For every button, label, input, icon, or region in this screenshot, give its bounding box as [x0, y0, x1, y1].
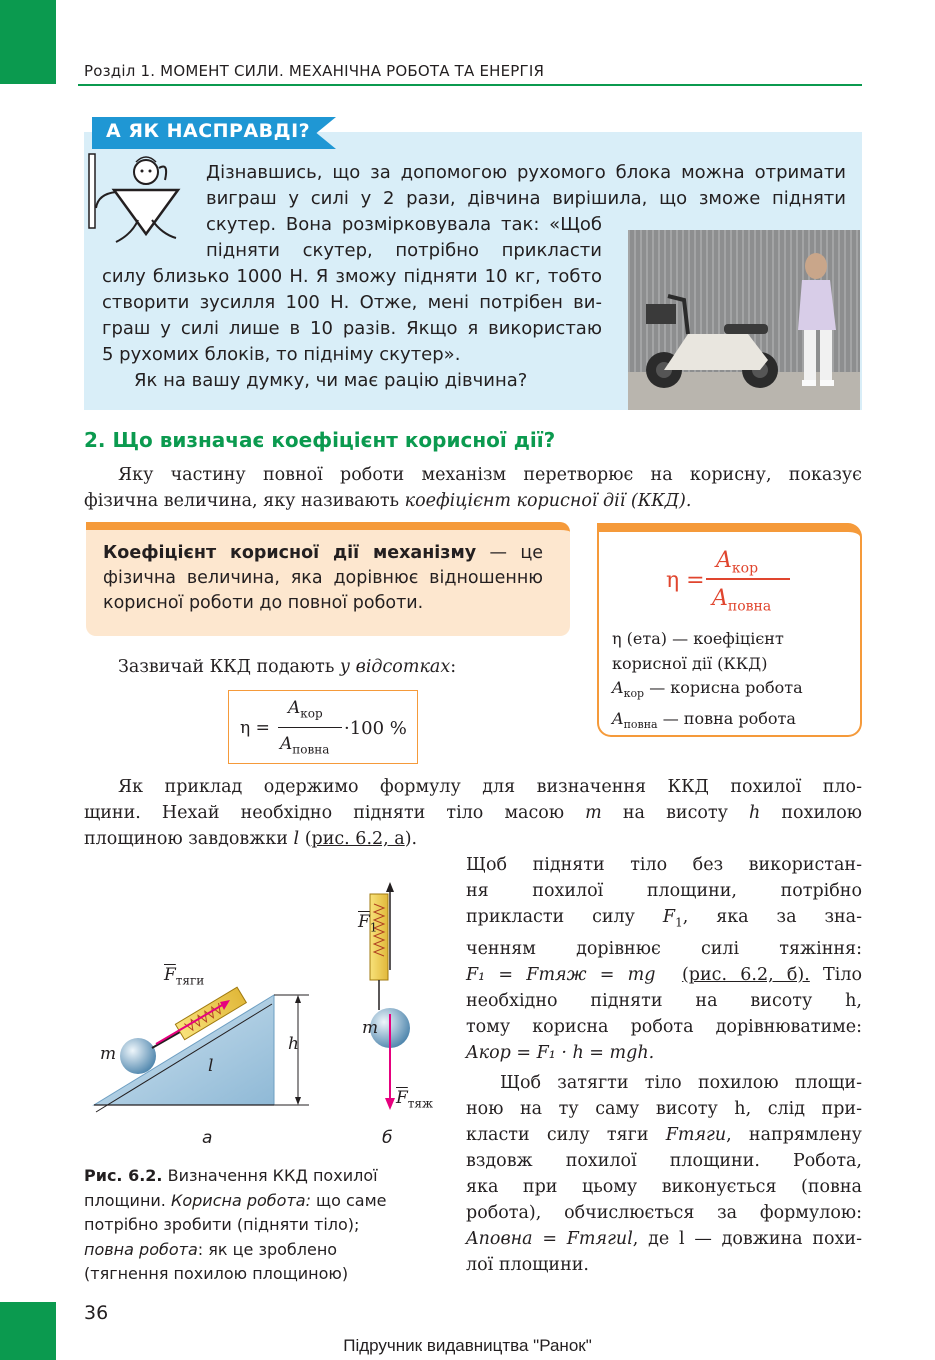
spring-scale-b: [370, 894, 388, 980]
incline-plane: [94, 995, 274, 1105]
figure-caption: Рис. 6.2. Визначення ККД похилої площини. Корисна робота: що саме потрібно зробити (підняти тіло); повна робота: як це зроблено (тягнення похилою площиною): [84, 1166, 387, 1283]
chapter-header: Розділ 1. МОМЕНТ СИЛИ. МЕХАНІЧНА РОБОТА ТА ЕНЕРГІЯ: [84, 62, 545, 80]
mascot-illustration: [86, 150, 186, 250]
figure-label-a: а: [202, 1128, 213, 1148]
label-force-gravity: $\overline{F}_{тяж}$: [396, 1088, 434, 1111]
section-title: 2. Що визначає коефіцієнт корисної дії?: [84, 428, 556, 452]
green-page-tab-top: [0, 0, 56, 84]
story-line-3: скутер. Вона розмірковувала так: «Щоб: [206, 214, 602, 235]
percent-formula: η = $A_{кор}$ $A_{повна}$ ·100 %: [240, 698, 407, 757]
figure-6-2: [84, 880, 444, 1160]
example-line-1: Як приклад одержимо формулу для визначення ККД похилої пло-: [118, 777, 862, 797]
label-mass-b: m: [362, 1018, 379, 1038]
body-ball-a: [120, 1038, 156, 1074]
example-line-2: щини. Нехай необхідно підняти тіло масою m на висоту h похилою: [84, 803, 863, 823]
label-height: h: [288, 1034, 299, 1054]
figure-reference-link[interactable]: рис. 6.2, а: [311, 829, 405, 849]
mascot-pole: [89, 154, 95, 228]
intro-line-2: фізична величина, яку називають коефіцієнт корисної дії (ККД).: [84, 491, 692, 511]
right-column-text: Щоб підняти тіло без використан- ня похилої площини, потрібно прикласти силу $F_1$, яка за зна- ченням дорівнює силі тяжіння: F₁ = Fтяж = mg (рис. 6.2, б). Тіло необхідно підняти на висоту h, тому корисна робота дорівнюватиме: Aкор = F₁ · h = mgh. Щоб затягти тіло похилою площи- ною на ту саму висоту h, слід при- класти силу тяги Fтяги, напрямлену вздовж похилої площини. Робота, яка при цьому виконується (повна робота), обчислюється за формулою: Aповна = Fтягиl, де l — довжина похи- лої площини.: [466, 855, 862, 1275]
publisher-footer: Підручник видавництва "Ранок": [343, 1336, 592, 1355]
scooter-photo: [628, 230, 860, 410]
story-line-2: виграш у силі у 2 рази, дівчина вирішила, що зможе підняти: [206, 188, 846, 209]
figure-label-b: б: [382, 1128, 393, 1148]
story-question: Як на вашу думку, чи має рацію дівчина?: [134, 370, 528, 391]
mascot-head: [134, 160, 158, 184]
example-line-3: площиною завдовжки l (рис. 6.2, а).: [84, 829, 418, 849]
page-number: 36: [84, 1302, 109, 1324]
story-line-7: граш у силі лише в 10 разів. Якщо я використаю: [102, 318, 602, 339]
label-force-traction: $\overline{F}_{тяги}$: [164, 965, 205, 988]
story-line-4: підняти скутер, потрібно прикласти: [206, 240, 602, 261]
percent-intro: Зазвичай ККД подають у відсотках:: [118, 657, 457, 677]
story-line-8: 5 рухомих блоків, то підніму скутер».: [102, 344, 461, 365]
formula-legend: η (ета) — коефіцієнт корисної дії (ККД) $A_{кор}$ — корисна робота $A_{повна}$ — повна робота: [612, 629, 803, 731]
label-force-1: $\overline{F}_1$: [358, 912, 378, 935]
label-mass-a: m: [100, 1044, 117, 1064]
header-rule: [78, 84, 862, 86]
story-line-5: силу близько 1000 Н. Я зможу підняти 10 кг, тобто: [102, 266, 602, 287]
figure-reference-b[interactable]: (рис. 6.2, б).: [681, 964, 810, 985]
story-line-6: створити зусилля 100 Н. Отже, мені потрібен ви-: [102, 292, 602, 313]
label-length: l: [208, 1056, 214, 1076]
intro-line-1: Яку частину повної роботи механізм перетворює на корисну, показує: [118, 465, 862, 485]
mascot-body: [114, 190, 178, 234]
definition-text: Коефіцієнт корисної дії механізму — це фізична величина, яка дорівнює відношенню корисної роботи до повної роботи.: [103, 543, 543, 613]
story-line-1: Дізнавшись, що за допомогою рухомого блока можна отримати: [206, 162, 846, 183]
banner-title: А ЯК НАСПРАВДІ?: [106, 120, 311, 142]
